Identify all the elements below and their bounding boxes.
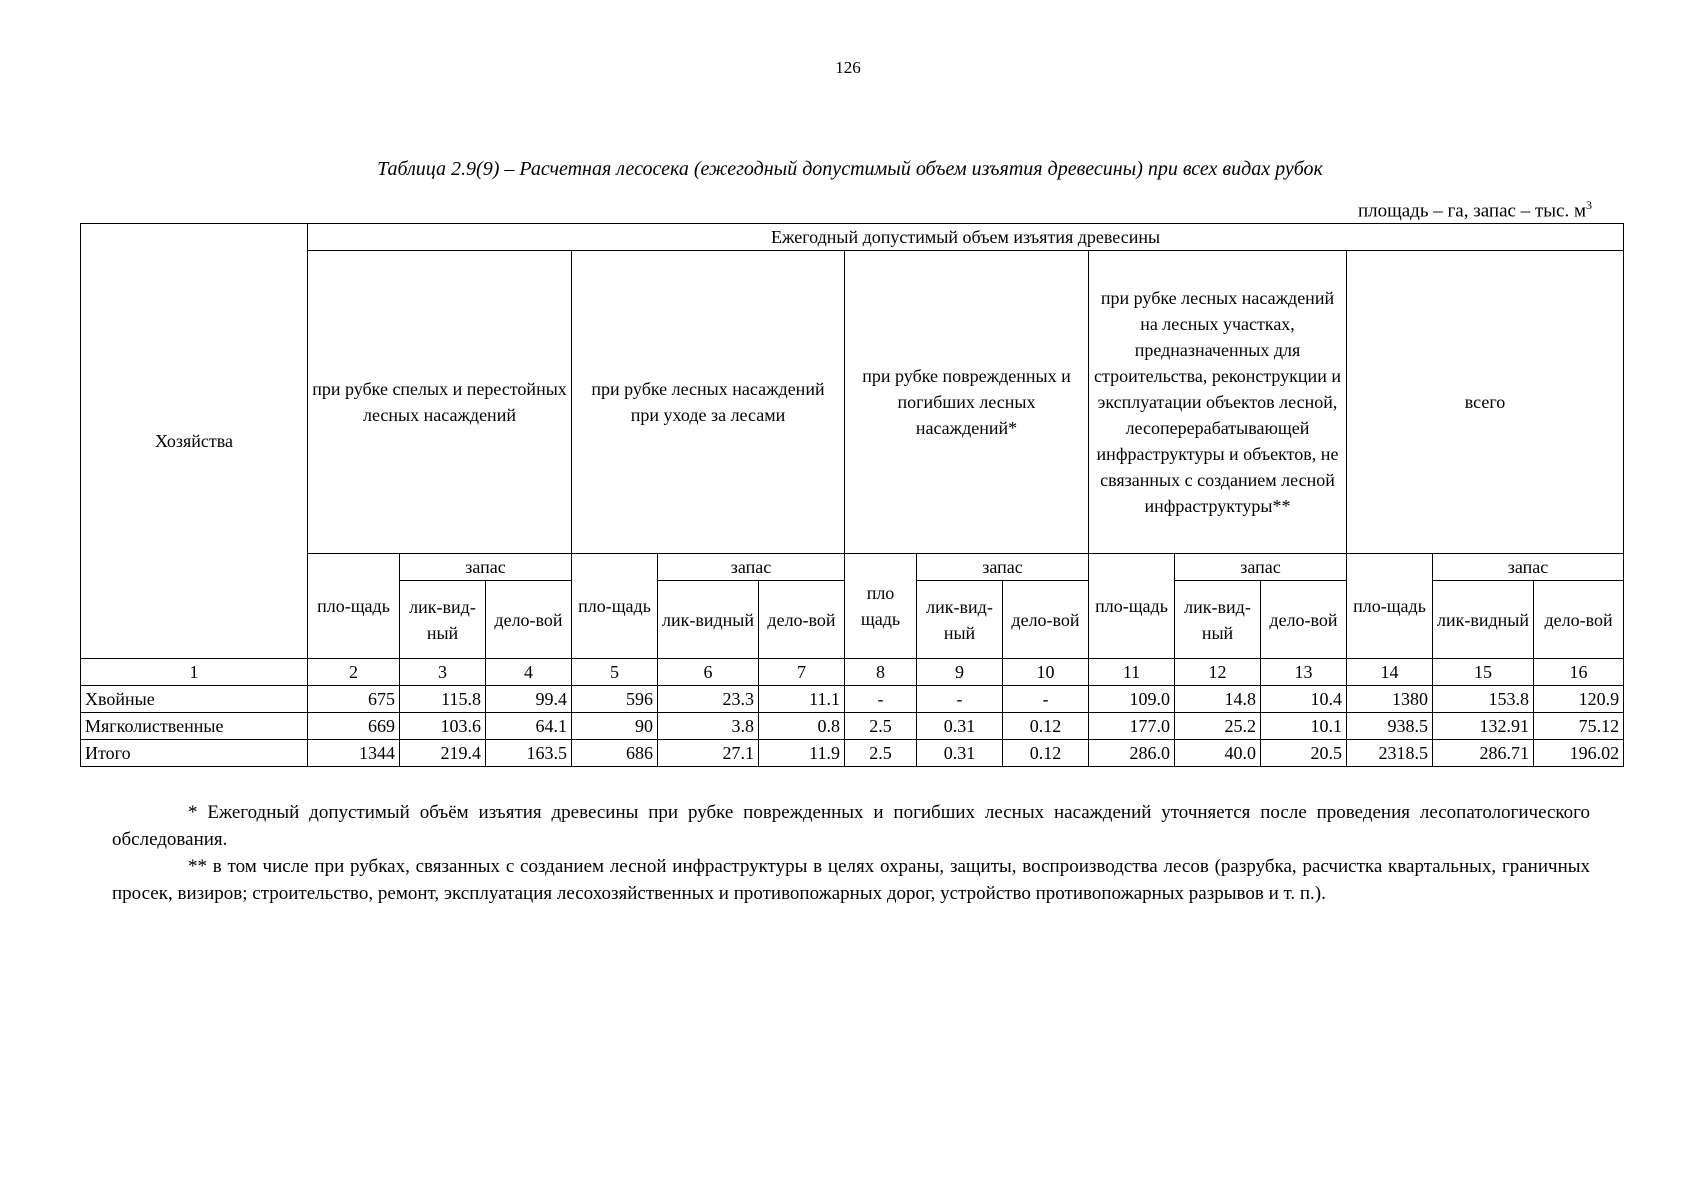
header-liquid-5: лик-видный	[1433, 581, 1534, 659]
table-cell: 153.8	[1433, 686, 1534, 713]
table-cell: -	[917, 686, 1003, 713]
header-stock-5: запас	[1433, 554, 1624, 581]
table-cell: 286.0	[1089, 740, 1175, 767]
column-number: 10	[1003, 659, 1089, 686]
row-label: Итого	[81, 740, 308, 767]
table-row-total	[81, 740, 1624, 767]
header-business-1: дело-вой	[486, 581, 572, 659]
column-number: 9	[917, 659, 1003, 686]
table-cell: 596	[572, 686, 658, 713]
row-label: Мягколиственные	[81, 713, 308, 740]
header-group-care: при рубке лесных насаждений при уходе за лесами	[572, 251, 845, 554]
table-cell: 20.5	[1261, 740, 1347, 767]
header-business-2: дело-вой	[759, 581, 845, 659]
header-area-5: пло-щадь	[1347, 554, 1433, 659]
table-cell: 686	[572, 740, 658, 767]
header-area-2: пло-щадь	[572, 554, 658, 659]
column-number: 7	[759, 659, 845, 686]
column-number: 6	[658, 659, 759, 686]
footnote-1: * Ежегодный допустимый объём изъятия древесины при рубке поврежденных и погибших лесных насаждений уточняется после проведения лесопатологического обследования.	[112, 802, 1590, 850]
column-number: 3	[400, 659, 486, 686]
table-cell: 132.91	[1433, 713, 1534, 740]
header-stock-1: запас	[400, 554, 572, 581]
column-number: 11	[1089, 659, 1175, 686]
column-number: 1	[81, 659, 308, 686]
row-label: Хвойные	[81, 686, 308, 713]
header-group-total: всего	[1347, 251, 1624, 554]
table-cell: 27.1	[658, 740, 759, 767]
header-group-construction: при рубке лесных насаждений на лесных участках, предназначенных для строительства, реконструкции и эксплуатации объектов лесной, лесоперерабатывающей инфраструктуры и объектов, не связанных с созданием лесной инфраструктуры**	[1089, 251, 1347, 554]
units-superscript: 3	[1586, 198, 1592, 212]
table-cell: 0.31	[917, 713, 1003, 740]
table-cell: 99.4	[486, 686, 572, 713]
table-cell: 0.31	[917, 740, 1003, 767]
column-number: 16	[1534, 659, 1624, 686]
table-cell: 286.71	[1433, 740, 1534, 767]
header-group-damaged: при рубке поврежденных и погибших лесных насаждений*	[845, 251, 1089, 554]
header-stock-3: запас	[917, 554, 1089, 581]
table-cell: 938.5	[1347, 713, 1433, 740]
header-annual-volume: Ежегодный допустимый объем изъятия древесины	[308, 224, 1624, 251]
header-group-mature: при рубке спелых и перестойных лесных насаждений	[308, 251, 572, 554]
table-cell: 675	[308, 686, 400, 713]
page-number: 126	[835, 58, 861, 77]
table-row-softwood-deciduous	[81, 713, 1624, 740]
header-liquid-3: лик-вид-ный	[917, 581, 1003, 659]
header-business-4: дело-вой	[1261, 581, 1347, 659]
header-area-4: пло-щадь	[1089, 554, 1175, 659]
table-cell: 163.5	[486, 740, 572, 767]
table-cell: 64.1	[486, 713, 572, 740]
table-cell: -	[1003, 686, 1089, 713]
table-cell: 90	[572, 713, 658, 740]
table-cell: 10.4	[1261, 686, 1347, 713]
header-liquid-1: лик-вид-ный	[400, 581, 486, 659]
units-note	[1358, 198, 1592, 222]
header-liquid-4: лик-вид-ный	[1175, 581, 1261, 659]
table-cell: 0.8	[759, 713, 845, 740]
header-area-3: пло щадь	[845, 554, 917, 659]
cutting-volume-table	[80, 223, 1624, 767]
column-number: 13	[1261, 659, 1347, 686]
table-cell: 40.0	[1175, 740, 1261, 767]
column-number: 4	[486, 659, 572, 686]
header-liquid-2: лик-видный	[658, 581, 759, 659]
header-stock-4: запас	[1175, 554, 1347, 581]
column-number: 12	[1175, 659, 1261, 686]
table-cell: 0.12	[1003, 713, 1089, 740]
table-cell: -	[845, 686, 917, 713]
table-cell: 2318.5	[1347, 740, 1433, 767]
column-number: 15	[1433, 659, 1534, 686]
table-cell: 10.1	[1261, 713, 1347, 740]
table-cell: 109.0	[1089, 686, 1175, 713]
table-cell: 25.2	[1175, 713, 1261, 740]
footnote-2: ** в том числе при рубках, связанных с созданием лесной инфраструктуры в целях охраны, защиты, воспроизводства лесов (разрубка, расчистка квартальных, граничных просек, визиров; строительство, ремонт, эксплуатация лесохозяйственных и противопожарных дорог, устройство противопожарных разрывов и т. п.).	[112, 856, 1590, 904]
table-cell: 120.9	[1534, 686, 1624, 713]
table-cell: 115.8	[400, 686, 486, 713]
table-cell: 75.12	[1534, 713, 1624, 740]
table-cell: 2.5	[845, 740, 917, 767]
table-cell: 3.8	[658, 713, 759, 740]
column-number: 2	[308, 659, 400, 686]
column-number-row	[81, 659, 1624, 686]
header-business-5: дело-вой	[1534, 581, 1624, 659]
table-cell: 196.02	[1534, 740, 1624, 767]
column-number: 14	[1347, 659, 1433, 686]
table-cell: 1380	[1347, 686, 1433, 713]
header-business-3: дело-вой	[1003, 581, 1089, 659]
table-cell: 177.0	[1089, 713, 1175, 740]
table-row-conifers	[81, 686, 1624, 713]
table-cell: 1344	[308, 740, 400, 767]
table-cell: 219.4	[400, 740, 486, 767]
column-number: 5	[572, 659, 658, 686]
table-cell: 0.12	[1003, 740, 1089, 767]
table-cell: 669	[308, 713, 400, 740]
table-cell: 2.5	[845, 713, 917, 740]
table-cell: 14.8	[1175, 686, 1261, 713]
table-cell: 103.6	[400, 713, 486, 740]
table-cell: 11.1	[759, 686, 845, 713]
table-caption: Таблица 2.9(9) – Расчетная лесосека (ежегодный допустимый объем изъятия древесины) при всех видах рубок	[377, 158, 1323, 180]
header-stock-2: запас	[658, 554, 845, 581]
header-area-1: пло-щадь	[308, 554, 400, 659]
table-cell: 23.3	[658, 686, 759, 713]
units-text: площадь – га, запас – тыс. м	[1357, 200, 1586, 222]
footnotes	[112, 799, 1590, 907]
table-cell: 11.9	[759, 740, 845, 767]
column-number: 8	[845, 659, 917, 686]
header-farms: Хозяйства	[81, 224, 308, 659]
